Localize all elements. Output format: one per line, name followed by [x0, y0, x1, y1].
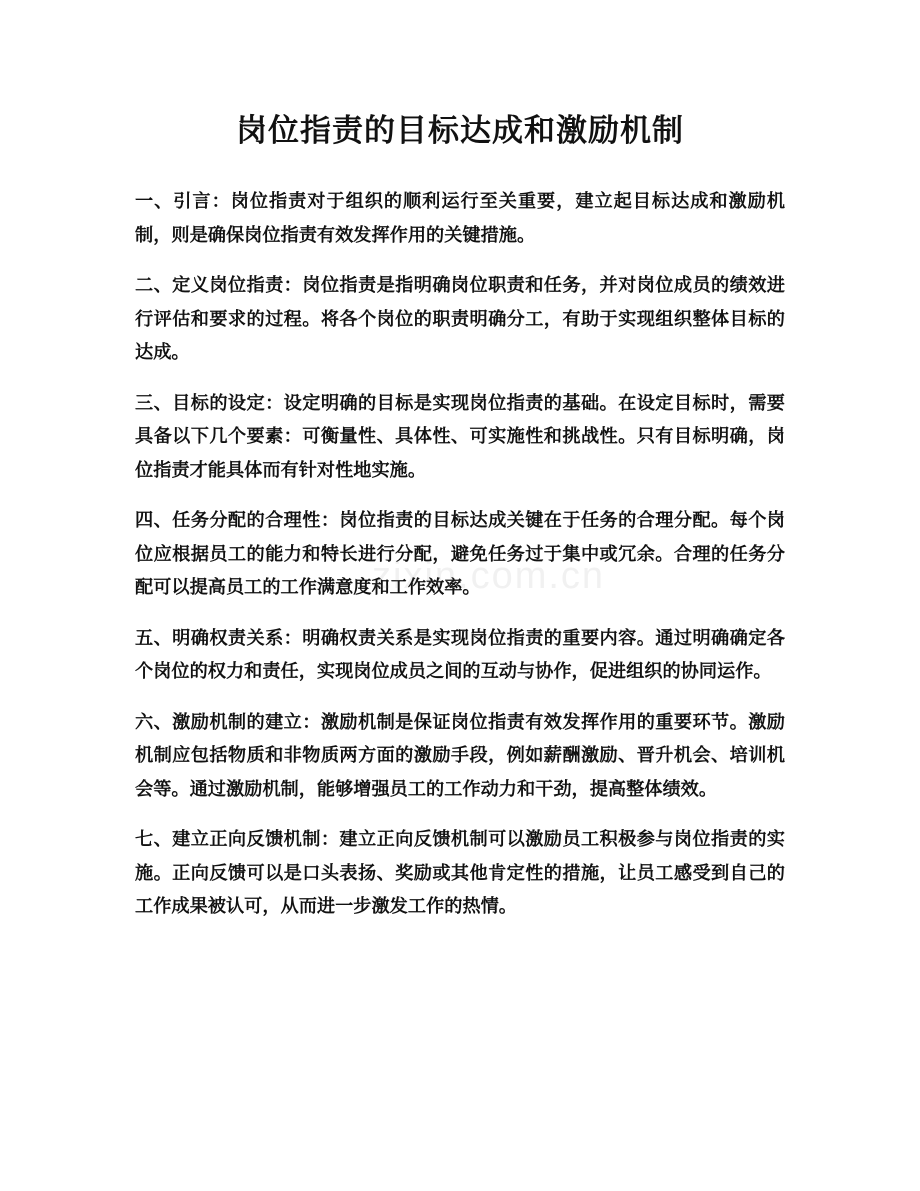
paragraph-task-allocation: 四、任务分配的合理性：岗位指责的目标达成关键在于任务的合理分配。每个岗位应根据员工的能力和特长进行分配，避免任务过于集中或冗余。合理的任务分配可以提高员工的工作满意度和工作效率。 — [135, 510, 785, 598]
watermark: zixin.com.cn — [372, 555, 606, 597]
paragraph-introduction: 一、引言：岗位指责对于组织的顺利运行至关重要，建立起目标达成和激励机制，则是确保岗位指责有效发挥作用的关键措施。 — [135, 191, 785, 246]
document-body — [135, 185, 785, 941]
paragraph-positive-feedback: 七、建立正向反馈机制：建立正向反馈机制可以激励员工积极参与岗位指责的实施。正向反馈可以是口头表扬、奖励或其他肯定性的措施，让员工感受到自己的工作成果被认可，从而进一步激发工作的热情。 — [135, 829, 785, 917]
paragraph-goal-setting: 三、目标的设定：设定明确的目标是实现岗位指责的基础。在设定目标时，需要具备以下几个要素：可衡量性、具体性、可实施性和挑战性。只有目标明确，岗位指责才能具体而有针对性地实施。 — [135, 392, 785, 481]
paragraph-rights-responsibilities: 五、明确权责关系：明确权责关系是实现岗位指责的重要内容。通过明确确定各个岗位的权力和责任，实现岗位成员之间的互动与协作，促进组织的协同运作。 — [135, 627, 785, 682]
paragraph-incentive-mechanism: 六、激励机制的建立：激励机制是保证岗位指责有效发挥作用的重要环节。激励机制应包括物质和非物质两方面的激励手段，例如薪酬激励、晋升机会、培训机会等。通过激励机制，能够增强员工的工作动力和干劲，提高整体绩效。 — [135, 711, 785, 800]
paragraph-definition: 二、定义岗位指责：岗位指责是指明确岗位职责和任务，并对岗位成员的绩效进行评估和要求的过程。将各个岗位的职责明确分工，有助于实现组织整体目标的达成。 — [135, 275, 785, 363]
page-title: 岗位指责的目标达成和激励机制 — [236, 113, 684, 149]
